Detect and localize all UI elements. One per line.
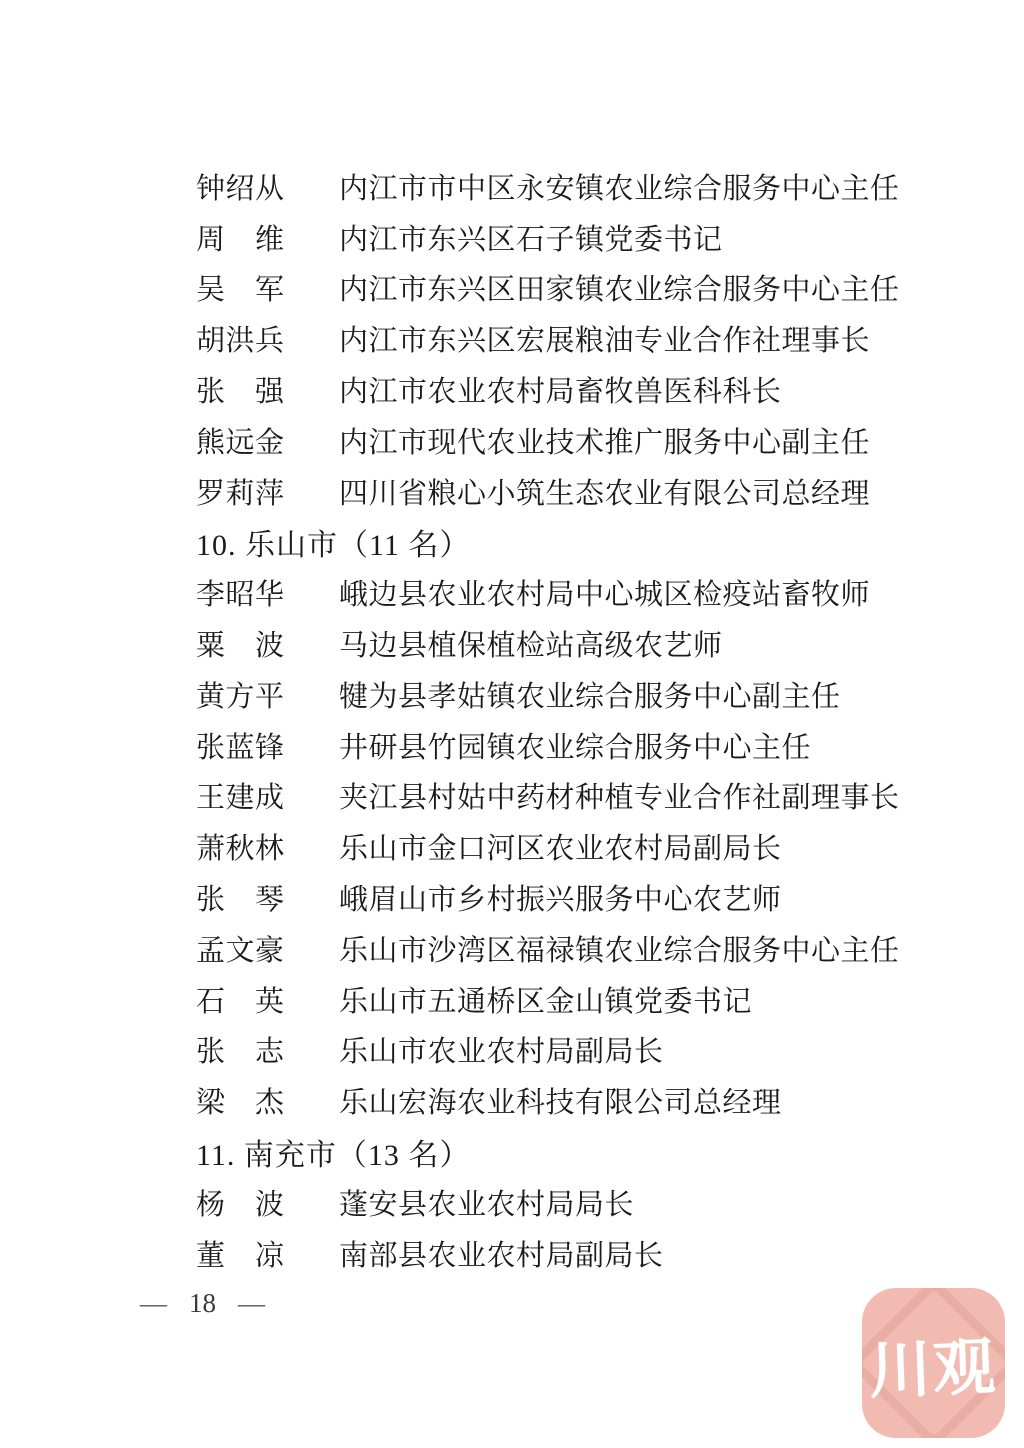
roster-row xyxy=(196,567,936,618)
roster-row xyxy=(196,923,936,974)
person-title: 乐山市五通桥区金山镇党委书记 xyxy=(339,985,753,1018)
person-name: 周 维 xyxy=(196,223,284,256)
roster-row xyxy=(196,872,936,923)
roster-row xyxy=(196,771,936,822)
person-name: 胡 洪 兵 xyxy=(196,325,284,358)
person-name: 粟 波 xyxy=(196,630,284,663)
person-title: 夹江县村姑中药材种植专业合作社副理事长 xyxy=(339,782,900,815)
person-title: 内江市农业农村局畜牧兽医科科长 xyxy=(339,376,782,409)
section-header xyxy=(196,1126,936,1177)
footer-dash-right: — xyxy=(238,1288,265,1318)
roster-row xyxy=(196,1075,936,1126)
roster-row xyxy=(196,212,936,263)
footer-dash-left: — xyxy=(140,1288,167,1318)
section-header xyxy=(196,517,936,568)
roster-row xyxy=(196,821,936,872)
roster-row xyxy=(196,415,936,466)
chuanguan-logo-text: 川观 xyxy=(868,1329,999,1407)
person-title: 峨眉山市乡村振兴服务中心农艺师 xyxy=(339,884,782,917)
roster-row xyxy=(196,263,936,314)
person-title: 乐山市金口河区农业农村局副局长 xyxy=(339,833,782,866)
person-name: 杨 波 xyxy=(196,1188,284,1221)
roster-row xyxy=(196,466,936,517)
person-title: 内江市现代农业技术推广服务中心副主任 xyxy=(339,426,871,459)
person-name: 梁 杰 xyxy=(196,1087,284,1120)
person-name: 董 凉 xyxy=(196,1239,284,1272)
chuanguan-watermark-logo xyxy=(862,1288,1005,1438)
person-name: 吴 军 xyxy=(196,274,284,307)
section-header-label: 11. 南充市（13 名） xyxy=(196,1138,471,1172)
roster-row xyxy=(196,720,936,771)
person-title: 蓬安县农业农村局局长 xyxy=(339,1188,635,1221)
roster-row xyxy=(196,974,936,1025)
person-name: 熊 远 金 xyxy=(196,426,284,459)
person-name: 罗 莉 萍 xyxy=(196,477,284,510)
roster-list xyxy=(196,161,936,1279)
person-name: 黄 方 平 xyxy=(196,680,284,713)
person-title: 井研县竹园镇农业综合服务中心主任 xyxy=(339,731,812,764)
person-name: 王 建 成 xyxy=(196,782,284,815)
page-footer xyxy=(140,1288,265,1319)
person-name: 孟 文 豪 xyxy=(196,934,284,967)
person-name: 张 琴 xyxy=(196,884,284,917)
person-title: 犍为县孝姑镇农业综合服务中心副主任 xyxy=(339,680,841,713)
person-name: 萧 秋 林 xyxy=(196,833,284,866)
section-header-label: 10. 乐山市（11 名） xyxy=(196,528,471,562)
person-name: 钟 绍 从 xyxy=(196,172,284,205)
person-name: 张 强 xyxy=(196,376,284,409)
person-name: 张 蓝 锋 xyxy=(196,731,284,764)
person-title: 四川省粮心小筑生态农业有限公司总经理 xyxy=(339,477,871,510)
person-name: 李 昭 华 xyxy=(196,579,284,612)
roster-row xyxy=(196,161,936,212)
person-title: 乐山市农业农村局副局长 xyxy=(339,1036,664,1069)
person-name: 石 英 xyxy=(196,985,284,1018)
person-title: 乐山宏海农业科技有限公司总经理 xyxy=(339,1087,782,1120)
roster-row xyxy=(196,1228,936,1279)
person-title: 乐山市沙湾区福禄镇农业综合服务中心主任 xyxy=(339,934,900,967)
person-title: 内江市东兴区宏展粮油专业合作社理事长 xyxy=(339,325,871,358)
roster-row xyxy=(196,669,936,720)
page-number: 18 xyxy=(189,1288,216,1318)
person-title: 峨边县农业农村局中心城区检疫站畜牧师 xyxy=(339,579,871,612)
roster-row xyxy=(196,313,936,364)
person-name: 张 志 xyxy=(196,1036,284,1069)
roster-row xyxy=(196,618,936,669)
roster-row xyxy=(196,1025,936,1076)
person-title: 内江市市中区永安镇农业综合服务中心主任 xyxy=(339,172,900,205)
person-title: 马边县植保植检站高级农艺师 xyxy=(339,630,723,663)
person-title: 内江市东兴区田家镇农业综合服务中心主任 xyxy=(339,274,900,307)
person-title: 南部县农业农村局副局长 xyxy=(339,1239,664,1272)
person-title: 内江市东兴区石子镇党委书记 xyxy=(339,223,723,256)
roster-row xyxy=(196,1177,936,1228)
roster-row xyxy=(196,364,936,415)
